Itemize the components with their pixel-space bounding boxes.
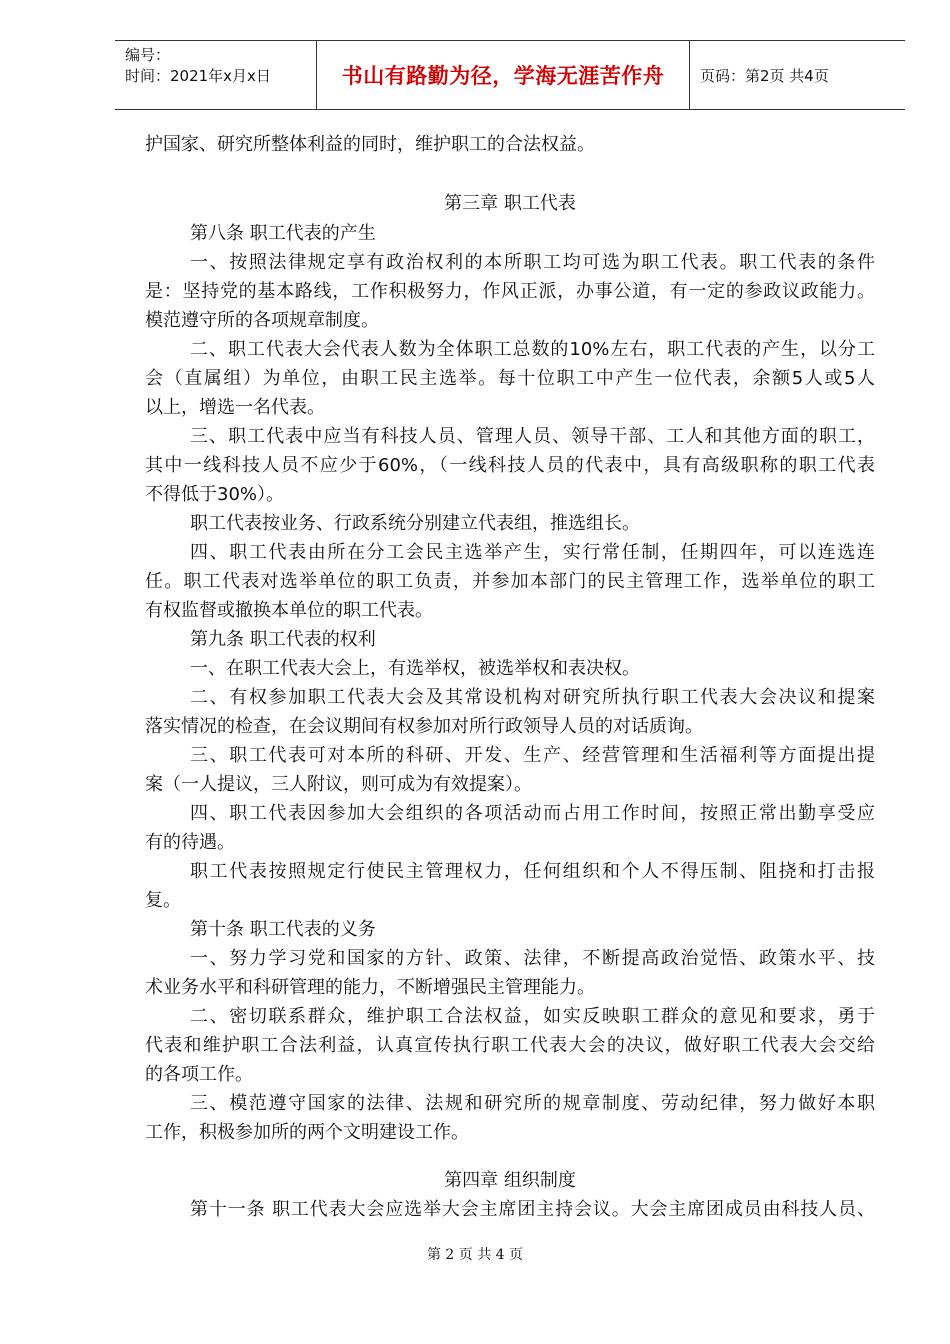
article-heading: 第八条 职工代表的产生	[190, 223, 376, 244]
body-line: 的各项工作。	[145, 1064, 253, 1085]
document-number-label: 编号：	[125, 46, 171, 64]
body-line: 四、职工代表由所在分工会民主选举产生，实行常任制，任期四年，可以连选连	[190, 542, 875, 563]
body-line: 其中一线科技人员不应少于60%，（一线科技人员的代表中，具有高级职称的职工代表	[145, 455, 875, 476]
body-line: 三、模范遵守国家的法律、法规和研究所的规章制度、劳动纪律，努力做好本职	[190, 1093, 875, 1114]
body-line: 是：坚持党的基本路线，工作积极努力，作风正派，办事公道，有一定的参政议政能力。	[145, 281, 875, 302]
chapter-heading: 第三章 职工代表	[444, 193, 576, 214]
body-line: 落实情况的检查，在会议期间有权参加对所行政领导人员的对话质询。	[145, 716, 703, 737]
body-line: 四、职工代表因参加大会组织的各项活动而占用工作时间，按照正常出勤享受应	[190, 803, 875, 824]
header-motto: 书山有路勤为径，学海无涯苦作舟	[316, 41, 690, 109]
body-line: 代表和维护职工合法利益，认真宣传执行职工代表大会的决议，做好职工代表大会交给	[145, 1035, 875, 1056]
body-line: 模范遵守所的各项规章制度。	[145, 310, 379, 331]
body-line: 职工代表按业务、行政系统分别建立代表组，推选组长。	[190, 513, 640, 534]
body-line: 有权监督或撤换本单位的职工代表。	[145, 600, 433, 621]
body-line: 一、按照法律规定享有政治权利的本所职工均可选为职工代表。职工代表的条件	[190, 252, 875, 273]
body-line: 三、职工代表中应当有科技人员、管理人员、领导干部、工人和其他方面的职工，	[190, 426, 875, 447]
body-line: 职工代表按照规定行使民主管理权力，任何组织和个人不得压制、阻挠和打击报	[190, 861, 875, 882]
body-line: 一、在职工代表大会上，有选举权，被选举权和表决权。	[190, 658, 640, 679]
body-line: 以上，增选一名代表。	[145, 397, 325, 418]
body-line: 任。职工代表对选举单位的职工负责，并参加本部门的民主管理工作，选举单位的职工	[145, 571, 875, 592]
page-header	[115, 40, 905, 110]
body-line: 工作，积极参加所的两个文明建设工作。	[145, 1122, 469, 1143]
body-line: 有的待遇。	[145, 832, 235, 853]
body-line: 会（直属组）为单位，由职工民主选举。每十位职工中产生一位代表，余额5人或5人	[145, 368, 875, 389]
body-line: 复。	[145, 890, 181, 911]
body-line: 案（一人提议，三人附议，则可成为有效提案）。	[145, 774, 532, 795]
body-line: 不得低于30%）。	[145, 484, 285, 505]
chapter-heading: 第四章 组织制度	[444, 1170, 576, 1191]
header-meta	[115, 41, 316, 109]
header-page-label: 页码：第2页 共4页	[700, 66, 829, 85]
body-line: 术业务水平和科研管理的能力，不断增强民主管理能力。	[145, 977, 595, 998]
body-line: 三、职工代表可对本所的科研、开发、生产、经营管理和生活福利等方面提出提	[190, 745, 875, 766]
body-line: 第十一条 职工代表大会应选举大会主席团主持会议。大会主席团成员由科技人员、	[190, 1199, 875, 1220]
article-heading: 第九条 职工代表的权利	[190, 629, 376, 650]
body-line: 二、密切联系群众，维护职工合法权益，如实反映职工群众的意见和要求，勇于	[190, 1006, 875, 1027]
body-line: 一、努力学习党和国家的方针、政策、法律，不断提高政治觉悟、政策水平、技	[190, 948, 875, 969]
article-heading: 第十条 职工代表的义务	[190, 919, 376, 940]
body-line: 二、职工代表大会代表人数为全体职工总数的10%左右，职工代表的产生，以分工	[190, 339, 875, 360]
body-line: 二、有权参加职工代表大会及其常设机构对研究所执行职工代表大会决议和提案	[190, 687, 875, 708]
body-line: 护国家、研究所整体利益的同时，维护职工的合法权益。	[145, 134, 595, 155]
page-footer: 第 2 页 共 4 页	[426, 1247, 524, 1263]
document-time-label: 时间：2021年x月x日	[125, 67, 271, 85]
